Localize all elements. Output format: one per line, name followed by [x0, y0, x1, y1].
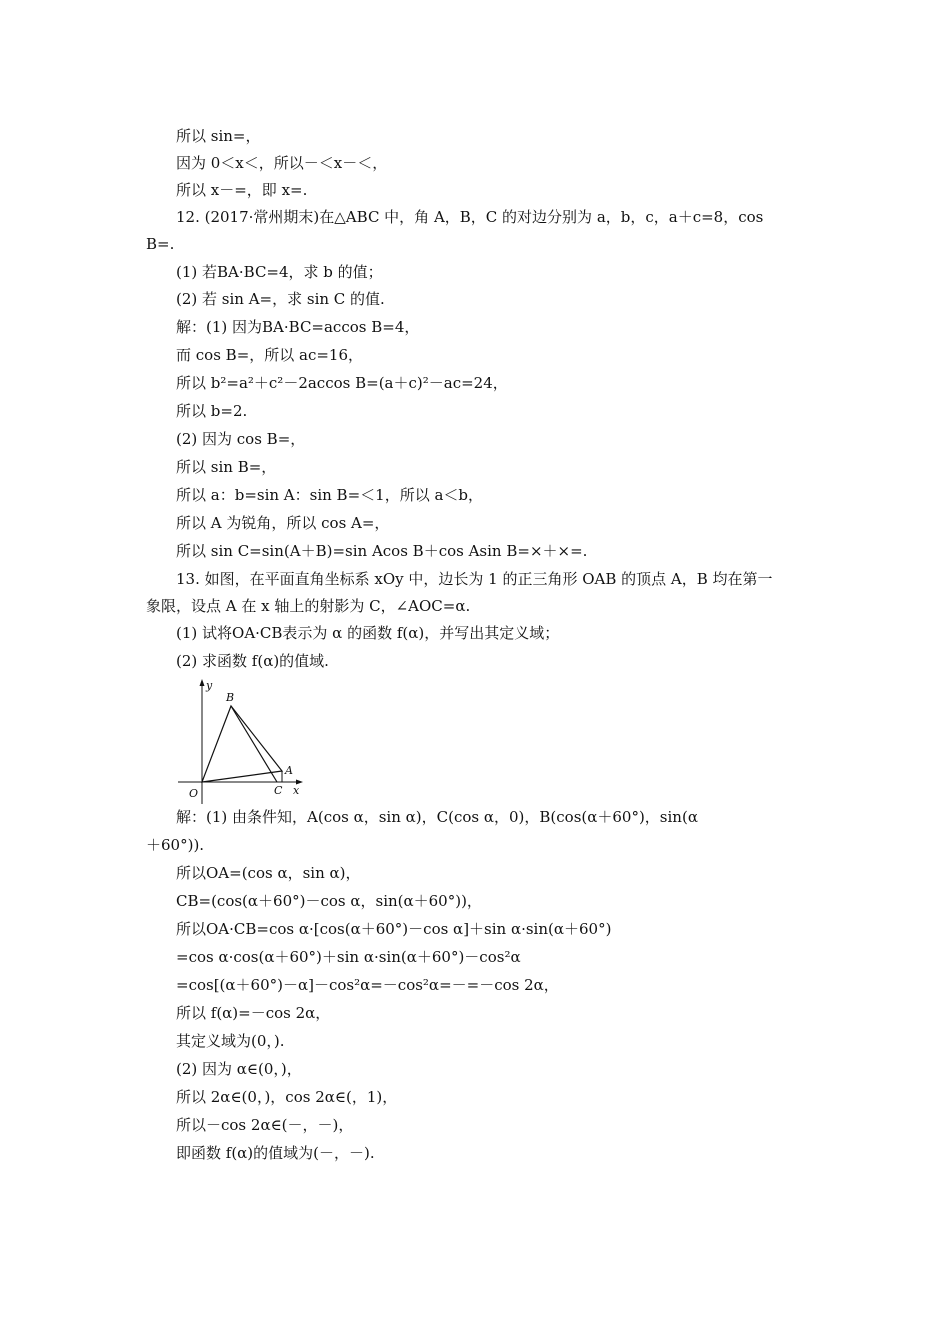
- text-line: (1) 试将OA·CB表示为 α 的函数 f(α)，并写出其定义域；: [176, 624, 560, 642]
- text-line: (2) 因为 α∈(0，)，: [176, 1060, 302, 1078]
- label-y: y: [206, 679, 213, 692]
- text-line: 所以 x－=，即 x=.: [176, 181, 308, 199]
- text-line: 所以 sin=，: [176, 127, 261, 145]
- problem-13-heading: 13. 如图，在平面直角坐标系 xOy 中，边长为 1 的正三角形 OAB 的顶点 A，B 均在第一: [176, 570, 773, 588]
- text-line: B=.: [146, 235, 175, 253]
- label-x: x: [293, 784, 300, 797]
- text-line: 因为 0＜x＜，所以－＜x－＜，: [176, 154, 388, 172]
- text-line: 即函数 f(α)的值域为(－，－).: [176, 1144, 375, 1162]
- text-line: 所以－cos 2α∈(－，－)，: [176, 1116, 354, 1134]
- text-line: 所以 A 为锐角，所以 cos A=，: [176, 514, 390, 532]
- text-line: 所以 sin C=sin(A＋B)=sin Acos B＋cos Asin B=×＋×=.: [176, 542, 588, 560]
- y-axis-arrow-icon: [200, 679, 205, 686]
- text-line: ＋60°)).: [146, 836, 205, 854]
- label-b: B: [226, 691, 235, 704]
- text-line: (2) 因为 cos B=，: [176, 430, 306, 448]
- text-line: 所以 b²=a²＋c²－2accos B=(a＋c)²－ac=24，: [176, 374, 508, 392]
- text-line: 所以 a：b=sin A：sin B=＜1，所以 a＜b，: [176, 486, 484, 504]
- text-line: 解：(1) 由条件知，A(cos α，sin α)，C(cos α，0)，B(cos(α＋60°)，sin(α: [176, 808, 698, 826]
- text-line: (1) 若BA·BC=4，求 b 的值；: [176, 263, 383, 281]
- text-line: 其定义域为(0，).: [176, 1032, 285, 1050]
- text-line: (2) 若 sin A=，求 sin C 的值.: [176, 290, 385, 308]
- segment-bc: [231, 706, 277, 782]
- text-line: 所以 b=2.: [176, 402, 248, 420]
- text-line: CB=(cos(α＋60°)－cos α，sin(α＋60°))，: [176, 892, 482, 910]
- text-line: 所以 f(α)=－cos 2α，: [176, 1004, 331, 1022]
- problem-12-heading: 12. (2017·常州期末)在△ABC 中，角 A，B，C 的对边分别为 a，b，c，a＋c=8，cos: [176, 208, 764, 226]
- label-c: C: [274, 784, 283, 797]
- text-line: 解：(1) 因为BA·BC=accos B=4，: [176, 318, 420, 336]
- text-line: (2) 求函数 f(α)的值域.: [176, 652, 329, 670]
- text-line: 所以 2α∈(0，)，cos 2α∈(，1)，: [176, 1088, 398, 1106]
- text-line: 所以OA=(cos α，sin α)，: [176, 864, 361, 882]
- text-line: 所以 sin B=，: [176, 458, 277, 476]
- text-line: 象限，设点 A 在 x 轴上的射影为 C，∠AOC=α.: [146, 597, 471, 615]
- text-line: =cos α·cos(α＋60°)＋sin α·sin(α＋60°)－cos²α: [176, 948, 521, 966]
- text-line: 所以OA·CB=cos α·[cos(α＋60°)－cos α]＋sin α·sin(α＋60°): [176, 920, 612, 938]
- coordinate-figure: [176, 676, 311, 806]
- text-line: 而 cos B=，所以 ac=16，: [176, 346, 364, 364]
- label-o: O: [189, 787, 199, 800]
- text-line: =cos[(α＋60°)－α]－cos²α=－cos²α=－=－cos 2α，: [176, 976, 559, 994]
- label-a: A: [285, 764, 293, 777]
